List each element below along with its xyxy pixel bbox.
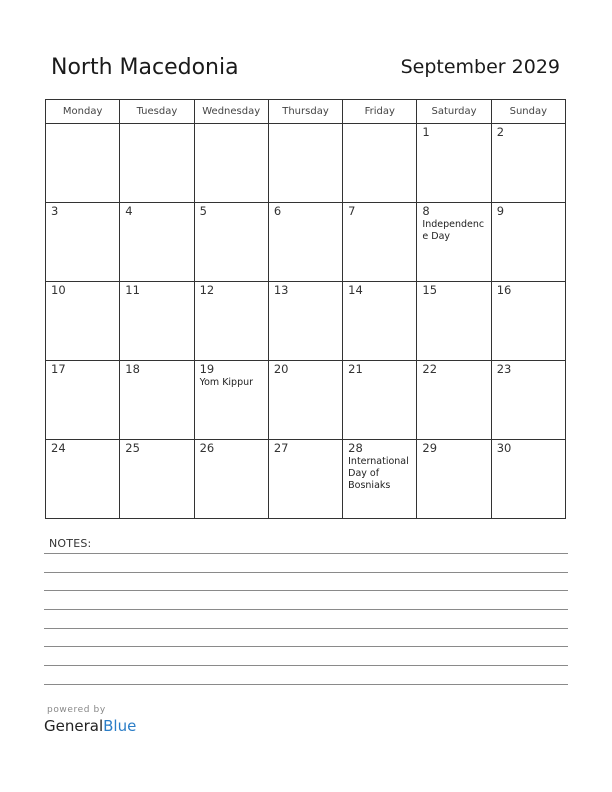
weekday-header: Thursday — [268, 100, 342, 124]
day-cell — [120, 440, 194, 519]
day-number: 19 — [199, 362, 215, 376]
day-number: 23 — [496, 362, 512, 376]
day-cell — [194, 124, 268, 203]
day-cell — [120, 361, 194, 440]
day-cell — [120, 282, 194, 361]
calendar-month-title: September 2029 — [400, 56, 560, 78]
day-number: 1 — [422, 125, 430, 139]
note-line — [44, 572, 568, 573]
day-number: 26 — [199, 441, 215, 455]
day-cell — [343, 361, 417, 440]
notes-label: NOTES: — [49, 537, 92, 550]
weekday-header: Friday — [343, 100, 417, 124]
day-cell — [417, 282, 491, 361]
day-cell — [194, 282, 268, 361]
day-cell — [417, 124, 491, 203]
day-number: 11 — [125, 283, 140, 297]
note-line — [44, 665, 568, 666]
weekday-header: Sunday — [491, 100, 565, 124]
day-cell — [268, 203, 342, 282]
day-cell — [417, 440, 491, 519]
week-row — [46, 124, 566, 203]
day-cell — [417, 361, 491, 440]
brand-part-general: General — [44, 717, 104, 735]
day-number: 16 — [496, 283, 512, 297]
day-cell — [343, 203, 417, 282]
powered-by-text: powered by — [47, 705, 106, 715]
day-cell — [268, 282, 342, 361]
day-number: 8 — [422, 204, 430, 218]
day-number: 7 — [348, 204, 356, 218]
note-line — [44, 553, 568, 554]
day-number: 28 — [348, 441, 363, 455]
week-row — [46, 203, 566, 282]
day-cell — [268, 124, 342, 203]
day-cell — [343, 124, 417, 203]
weekday-header-row — [46, 100, 566, 124]
holiday-label: Yom Kippur — [199, 377, 254, 388]
generalblue-logo — [44, 717, 136, 735]
day-cell — [417, 203, 491, 282]
day-cell — [46, 124, 120, 203]
week-row — [46, 440, 566, 519]
week-row — [46, 361, 566, 440]
calendar-grid — [45, 99, 566, 519]
day-number: 18 — [125, 362, 140, 376]
weekday-header: Tuesday — [120, 100, 194, 124]
day-number: 9 — [496, 204, 505, 218]
day-number: 12 — [199, 283, 215, 297]
weekday-header: Saturday — [417, 100, 491, 124]
note-line — [44, 684, 568, 685]
day-cell — [46, 440, 120, 519]
day-number: 24 — [51, 441, 66, 455]
day-cell — [343, 440, 417, 519]
day-number: 20 — [273, 362, 289, 376]
day-cell — [46, 282, 120, 361]
note-line — [44, 590, 568, 591]
day-number: 30 — [496, 441, 512, 455]
day-cell — [120, 203, 194, 282]
calendar-country-title: North Macedonia — [51, 55, 239, 80]
day-number: 5 — [199, 204, 207, 218]
weekday-header: Wednesday — [194, 100, 268, 124]
day-number: 6 — [273, 204, 282, 218]
note-line — [44, 646, 568, 647]
note-line — [44, 628, 568, 629]
day-cell — [491, 124, 565, 203]
day-cell — [46, 361, 120, 440]
day-number: 29 — [422, 441, 438, 455]
day-number: 25 — [125, 441, 140, 455]
day-number: 14 — [348, 283, 363, 297]
day-cell — [194, 203, 268, 282]
brand-part-blue: Blue — [103, 717, 137, 735]
day-cell — [194, 440, 268, 519]
holiday-label: Independence Day — [422, 219, 485, 242]
day-number: 2 — [496, 125, 505, 139]
day-number: 10 — [51, 283, 66, 297]
day-cell — [491, 282, 565, 361]
week-row — [46, 282, 566, 361]
day-cell — [46, 203, 120, 282]
day-number: 17 — [51, 362, 66, 376]
day-cell — [491, 440, 565, 519]
day-cell — [194, 361, 268, 440]
day-number: 15 — [422, 283, 438, 297]
day-number: 13 — [273, 283, 289, 297]
day-number: 22 — [422, 362, 438, 376]
day-number: 21 — [348, 362, 363, 376]
day-cell — [268, 361, 342, 440]
day-cell — [268, 440, 342, 519]
day-number: 3 — [51, 204, 59, 218]
day-cell — [491, 361, 565, 440]
day-cell — [343, 282, 417, 361]
weekday-header: Monday — [46, 100, 120, 124]
holiday-label: International Day of Bosniaks — [348, 456, 409, 491]
day-number: 4 — [125, 204, 133, 218]
note-line — [44, 609, 568, 610]
day-cell — [120, 124, 194, 203]
day-number: 27 — [273, 441, 289, 455]
day-cell — [491, 203, 565, 282]
